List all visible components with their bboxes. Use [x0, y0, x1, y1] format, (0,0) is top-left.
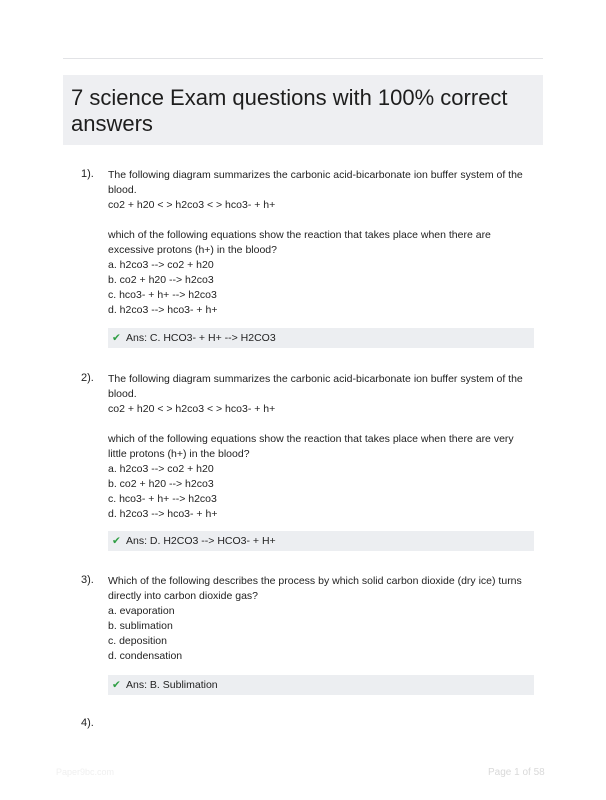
question-line: co2 + h20 < > h2co3 < > hco3- + h+ [108, 199, 276, 211]
blank-line [108, 417, 538, 432]
question-line: blood. [108, 184, 137, 196]
page-indicator: Page 1 of 58 [488, 767, 545, 778]
option-c: c. deposition [108, 635, 167, 647]
watermark: Paper9bc.com [56, 767, 115, 777]
option-d: d. h2co3 --> hco3- + h+ [108, 304, 218, 316]
question-line: Which of the following describes the process by which solid carbon dioxide (dry ice) turns [108, 575, 522, 587]
check-icon: ✔ [112, 332, 121, 344]
question-line: co2 + h20 < > h2co3 < > hco3- + h+ [108, 403, 276, 415]
answer-box [108, 675, 534, 695]
page-title: 7 science Exam questions with 100% correct answers [71, 85, 508, 136]
answer-box [108, 328, 534, 348]
question-number: 1). [81, 168, 94, 180]
top-divider [63, 58, 543, 59]
option-a: a. evaporation [108, 605, 175, 617]
option-b: b. co2 + h20 --> h2co3 [108, 478, 214, 490]
question-line: little protons (h+) in the blood? [108, 448, 250, 460]
option-d: d. condensation [108, 650, 183, 662]
question-line: which of the following equations show the reaction that takes place when there are very [108, 433, 514, 445]
option-b: b. sublimation [108, 620, 173, 632]
answer-box [108, 531, 534, 551]
option-d: d. h2co3 --> hco3- + h+ [108, 508, 218, 520]
option-b: b. co2 + h20 --> h2co3 [108, 274, 214, 286]
question-line: excessive protons (h+) in the blood? [108, 244, 277, 256]
question-line: The following diagram summarizes the carbonic acid-bicarbonate ion buffer system of the [108, 169, 523, 181]
question-body [108, 574, 538, 664]
question-line: which of the following equations show the reaction that takes place when there are [108, 229, 491, 241]
option-a: a. h2co3 --> co2 + h20 [108, 463, 214, 475]
question-number: 3). [81, 574, 94, 586]
question-body [108, 168, 538, 318]
question-line: The following diagram summarizes the carbonic acid-bicarbonate ion buffer system of the [108, 373, 523, 385]
answer-text: Ans: B. Sublimation [126, 679, 218, 691]
option-c: c. hco3- + h+ --> h2co3 [108, 493, 217, 505]
question-line: blood. [108, 388, 137, 400]
blank-line [108, 213, 538, 228]
title-banner [63, 75, 543, 145]
option-c: c. hco3- + h+ --> h2co3 [108, 289, 217, 301]
question-number: 4). [81, 717, 94, 729]
check-icon: ✔ [112, 535, 121, 547]
answer-text: Ans: D. H2CO3 --> HCO3- + H+ [126, 535, 276, 547]
option-a: a. h2co3 --> co2 + h20 [108, 259, 214, 271]
answer-text: Ans: C. HCO3- + H+ --> H2CO3 [126, 332, 276, 344]
question-number: 2). [81, 372, 94, 384]
check-icon: ✔ [112, 679, 121, 691]
question-line: directly into carbon dioxide gas? [108, 590, 259, 602]
question-body [108, 372, 538, 522]
